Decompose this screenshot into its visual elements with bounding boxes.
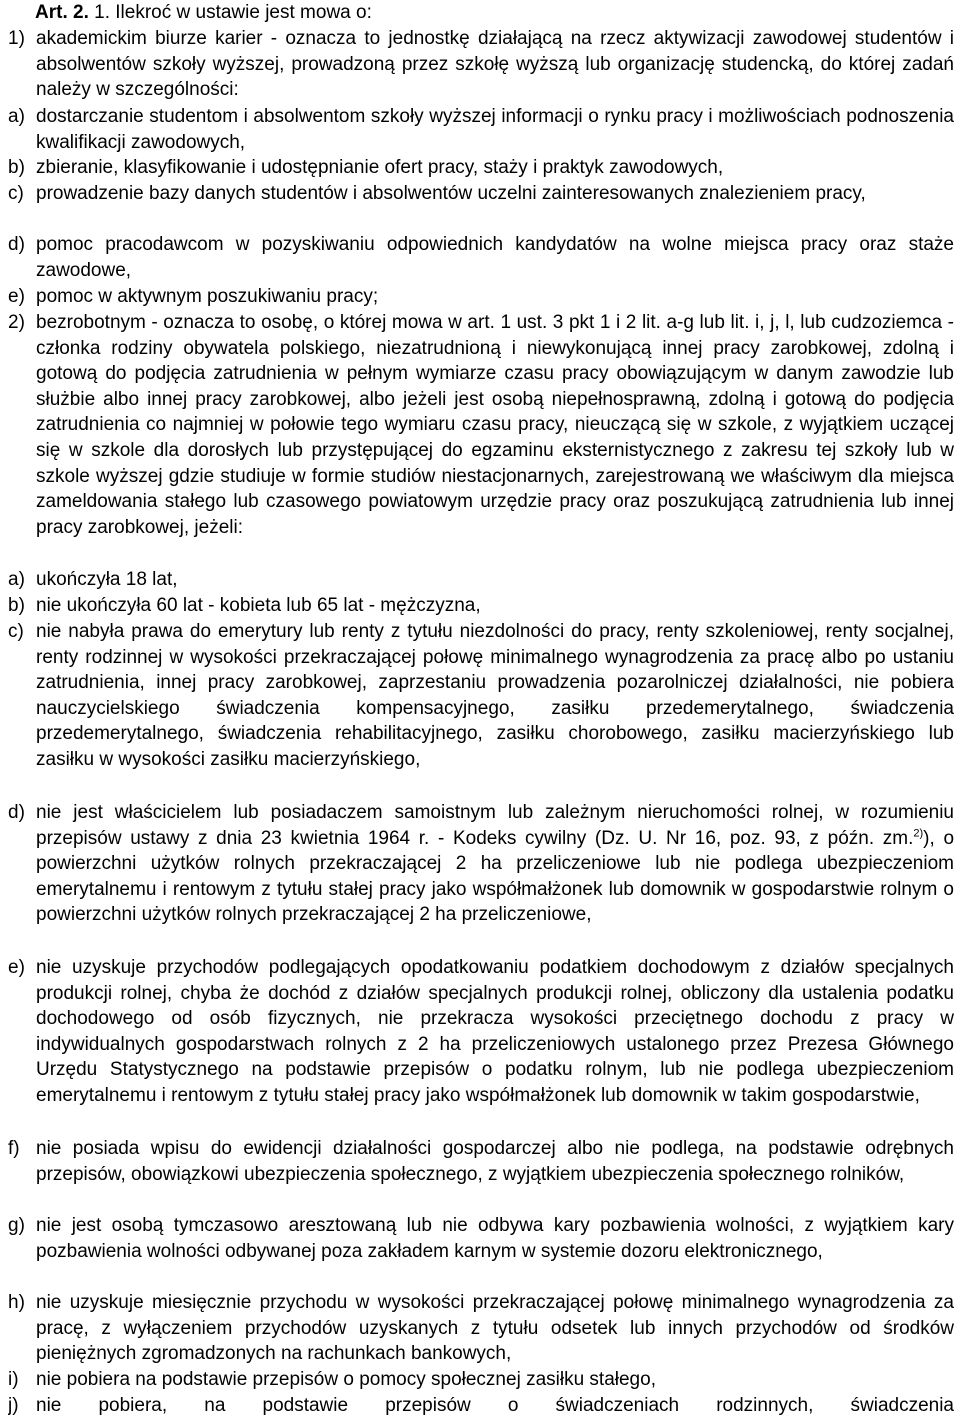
list-item [8,104,954,155]
item-text: nie uzyskuje miesięcznie przychodu w wysokości przekraczającej połowę minimalnego wynagrodzenia za pracę, z wyłączeniem przychodów uzyskanych z tytułu odsetek lub innych przychodów od środków pieniężnych zgromadzonych na rachunkach bankowych, [36,1292,954,1365]
point-2 [8,310,954,540]
footnote-ref: 2) [913,827,924,840]
article-intro: 1. Ilekroć w ustawie jest mowa o: [94,2,372,23]
list-item [8,284,954,310]
item-label: c) [8,183,24,204]
item-text: nie posiada wpisu do ewidencji działalności gospodarczej albo nie podlega, na podstawie odrębnych przepisów, obowiązkowi ubezpieczenia społecznego, z wyjątkiem ubezpieczenia społecznego rolników, [36,1138,954,1185]
item-text-part: ), o powierzchni użytków rolnych przekraczającej 2 ha przeliczeniowe lub nie podlega ubezpieczeniom emerytalnemu i rentowym z tytułu stałej pracy jako współmałżonek lub domownik w gospodarstwie rolnym o powierzchni użytków rolnych przekraczającej 2 ha przeliczeniowe, [36,827,955,926]
item-text: pomoc w aktywnym poszukiwaniu pracy; [36,286,379,307]
item-label: d) [8,234,25,255]
point-number: 1) [8,28,25,49]
list-item [8,181,954,207]
item-text: nie pobiera na podstawie przepisów o pomocy społecznej zasiłku stałego, [36,1369,656,1390]
list-item [8,1290,954,1367]
item-text: ukończyła 18 lat, [36,569,178,590]
article-heading [35,0,372,26]
item-label: h) [8,1292,25,1313]
list-item [8,1393,954,1419]
item-label: a) [8,569,25,590]
item-label: e) [8,957,25,978]
item-label: b) [8,157,25,178]
item-text: nie uzyskuje przychodów podlegających opodatkowaniu podatkiem dochodowym z działów specjalnych produkcji rolnej, chyba że dochód z działów specjalnych produkcji rolnej, obliczony dla ustalenia podatku dochodowego od osób fizycznych, nie przekracza wysokości przeciętnego dochodu z pracy w indywidualnych gospodarstwach rolnych z 2 ha przeliczeniowych ustalonego przez Prezesa Głównego Urzędu Statystycznego na podstawie przepisów o podatku rolnym, lub nie podlega ubezpieczeniom emerytalnemu i rentowym z tytułu stałej pracy jako współmałżonek lub domownik w takim gospodarstwie, [36,957,954,1106]
item-text-part: nie jest właścicielem lub posiadaczem samoistnym lub zależnym nieruchomości rolnej, w rozumieniu przepisów ustawy z dnia 23 kwietnia 1964 r. - Kodeks cywilny (Dz. U. Nr 16, poz. 93, z późn. zm. [36,802,954,849]
item-label: g) [8,1215,25,1236]
item-text [36,800,954,928]
item-label: b) [8,595,25,616]
item-label: c) [8,621,24,642]
list-item [8,232,954,283]
point-text: bezrobotnym - oznacza to osobę, o której mowa w art. 1 ust. 3 pkt 1 i 2 lit. a-g lub lit. i, j, l, lub cudzoziemca - członka rodziny obywatela polskiego, niezatrudnioną i niewykonującą innej pracy zarobkowej, zdolną i gotową do podjęcia zatrudnienia w pełnym wymiarze czasu pracy obowiązującym w danym zawodzie lub służbie albo innej pracy zarobkowej, albo jeżeli jest osobą niepełnosprawną, zdolną i gotową do podjęcia zatrudnienia co najmniej w połowie tego wymiaru czasu pracy, nieuczącą się w szkole, z wyjątkiem uczącej się w szkole dla dorosłych lub przystępującej do egzaminu eksternistycznego z zakresu tej szkoły lub w szkole wyższej gdzie studiuje w formie studiów niestacjonarnych, zarejestrowaną we właściwym dla miejsca zameldowania stałego lub czasowego powiatowym urzędzie pracy oraz poszukującą zatrudnienia lub innej pracy zarobkowej, jeżeli: [36,312,954,538]
list-item [8,800,954,928]
list-item [8,593,954,619]
point-number: 2) [8,312,25,333]
list-item [8,1213,954,1264]
list-item [8,1136,954,1187]
list-item [8,567,954,593]
list-item [8,619,954,773]
item-label: i) [8,1369,19,1390]
list-item [8,1367,954,1393]
item-label: d) [8,802,25,823]
list-item [8,155,954,181]
item-label: f) [8,1138,20,1159]
item-label: e) [8,286,25,307]
item-text: nie ukończyła 60 lat - kobieta lub 65 lat - mężczyzna, [36,595,481,616]
list-item [8,955,954,1109]
item-text: dostarczanie studentom i absolwentom szkoły wyższej informacji o rynku pracy i możliwościach podnoszenia kwalifikacji zawodowych, [36,106,954,153]
article-label: Art. 2. [35,2,89,23]
item-text: nie nabyła prawa do emerytury lub renty z tytułu niezdolności do pracy, renty szkoleniowej, renty socjalnej, renty rodzinnej w wysokości przekraczającej połowę minimalnego wynagrodzenia za pracę albo po ustaniu zatrudnienia, innej pracy zarobkowej, zaprzestaniu prowadzenia pozarolniczej działalności, nie pobiera nauczycielskiego świadczenia kompensacyjnego, zasiłku przedemerytalnego, świadczenia przedemerytalnego, świadczenia rehabilitacyjnego, zasiłku chorobowego, zasiłku macierzyńskiego lub zasiłku w wysokości zasiłku macierzyńskiego, [36,621,954,770]
item-text: nie pobiera, na podstawie przepisów o świadczeniach rodzinnych, świadczenia [36,1395,954,1416]
item-text: nie jest osobą tymczasowo aresztowaną lub nie odbywa kary pozbawienia wolności, z wyjątkiem kary pozbawienia wolności odbywanej poza zakładem karnym w systemie dozoru elektronicznego, [36,1215,954,1262]
item-label: j) [8,1395,19,1416]
item-text: pomoc pracodawcom w pozyskiwaniu odpowiednich kandydatów na wolne miejsca pracy oraz staże zawodowe, [36,234,954,281]
item-text: prowadzenie bazy danych studentów i absolwentów uczelni zainteresowanych znalezieniem pracy, [36,183,866,204]
item-label: a) [8,106,25,127]
point-text: akademickim biurze karier - oznacza to jednostkę działającą na rzecz aktywizacji zawodowej studentów i absolwentów szkoły wyższej, prowadzoną przez szkołę wyższą lub organizację studencką, do której zadań należy w szczególności: [36,28,954,101]
item-text: zbieranie, klasyfikowanie i udostępnianie ofert pracy, staży i praktyk zawodowych, [36,157,724,178]
point-1 [8,26,954,103]
